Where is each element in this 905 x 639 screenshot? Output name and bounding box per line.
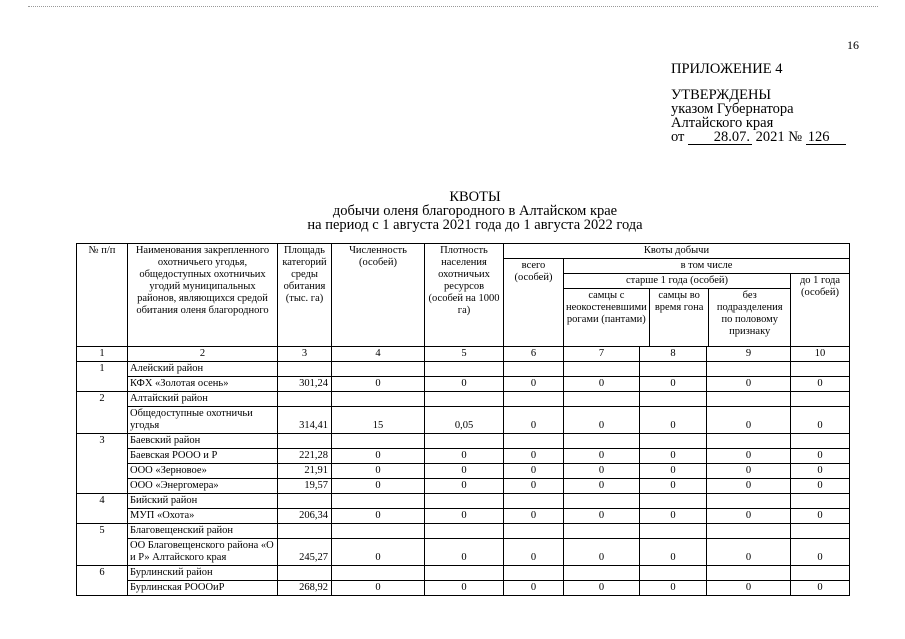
empty-cell [332,566,425,581]
quota-table [76,243,850,596]
empty-cell [791,524,850,539]
district-number: 6 [77,566,128,596]
total-cell: 0 [504,479,564,494]
empty-cell [564,392,640,407]
column-number-cell: 2 [128,347,278,362]
males-rut-cell: 0 [640,581,707,596]
males-antlers-cell: 0 [564,377,640,392]
header-males-rut: самцы во время гона [649,289,709,347]
header-older-group [564,274,791,347]
count-cell: 0 [332,464,425,479]
empty-cell [564,494,640,509]
males-antlers-cell: 0 [564,479,640,494]
district-number: 2 [77,392,128,434]
density-cell: 0 [425,581,504,596]
empty-cell [425,524,504,539]
total-cell: 0 [504,509,564,524]
approved-label: УТВЕРЖДЕНЫ [671,87,772,103]
decree-label: указом Губернатора [671,101,794,117]
district-row [77,362,850,377]
under1-cell: 0 [791,449,850,464]
count-cell: 0 [332,449,425,464]
no-sex-cell: 0 [707,479,791,494]
males-rut-cell: 0 [640,539,707,566]
under1-cell: 0 [791,464,850,479]
empty-cell [504,494,564,509]
area-cell: 206,34 [278,509,332,524]
ground-name: Баевская РООО и Р [128,449,278,464]
count-cell: 15 [332,407,425,434]
empty-cell [504,566,564,581]
header-males-antlers: самцы с неокостеневшими рогами (пантами) [564,289,649,347]
table-row [77,449,850,464]
density-cell: 0 [425,509,504,524]
density-cell: 0 [425,539,504,566]
empty-cell [791,494,850,509]
density-cell: 0 [425,449,504,464]
page-number: 16 [847,38,859,52]
district-name: Алейский район [128,362,278,377]
under1-cell: 0 [791,407,850,434]
table-row [77,377,850,392]
males-antlers-cell: 0 [564,449,640,464]
column-number-cell: 6 [504,347,564,362]
approval-block [671,62,846,145]
under1-cell: 0 [791,377,850,392]
empty-cell [425,392,504,407]
count-cell: 0 [332,479,425,494]
under1-cell: 0 [791,581,850,596]
empty-cell [278,524,332,539]
empty-cell [504,362,564,377]
header-total: всего (особей) [504,259,564,347]
district-number: 5 [77,524,128,566]
males-rut-cell: 0 [640,509,707,524]
column-number-cell: 7 [564,347,640,362]
empty-cell [791,362,850,377]
column-number-cell: 5 [425,347,504,362]
header-num: № п/п [77,244,128,347]
no-sex-cell: 0 [707,539,791,566]
empty-cell [707,392,791,407]
count-cell: 0 [332,377,425,392]
empty-cell [707,524,791,539]
total-cell: 0 [504,407,564,434]
under1-cell: 0 [791,479,850,494]
ground-name: Общедоступные охотничьи угодья [128,407,278,434]
district-number: 4 [77,494,128,524]
column-number-row [77,347,850,362]
males-antlers-cell: 0 [564,407,640,434]
table-row [77,464,850,479]
area-cell: 21,91 [278,464,332,479]
district-number: 3 [77,434,128,494]
empty-cell [504,524,564,539]
empty-cell [564,434,640,449]
count-cell: 0 [332,581,425,596]
district-row [77,494,850,509]
column-number-cell: 8 [640,347,707,362]
males-rut-cell: 0 [640,479,707,494]
density-cell: 0 [425,464,504,479]
area-cell: 221,28 [278,449,332,464]
empty-cell [504,434,564,449]
empty-cell [425,566,504,581]
total-cell: 0 [504,377,564,392]
table-row [77,407,850,434]
column-number-cell: 10 [791,347,850,362]
ground-name: Бурлинская РОООиР [128,581,278,596]
date-year: 2021 [755,129,785,145]
ground-name: ООО «Зерновое» [128,464,278,479]
district-number: 1 [77,362,128,392]
decree-date-line [671,130,846,145]
count-cell: 0 [332,539,425,566]
header-area: Площадь категорий среды обитания (тыс. га) [278,244,332,347]
males-antlers-cell: 0 [564,464,640,479]
empty-cell [332,392,425,407]
ground-name: МУП «Охота» [128,509,278,524]
empty-cell [707,566,791,581]
area-cell: 19,57 [278,479,332,494]
empty-cell [707,434,791,449]
empty-cell [425,434,504,449]
no-sex-cell: 0 [707,407,791,434]
empty-cell [791,434,850,449]
document-title [230,190,720,232]
empty-cell [564,566,640,581]
under1-cell: 0 [791,539,850,566]
empty-cell [640,566,707,581]
density-cell: 0 [425,377,504,392]
district-name: Бийский район [128,494,278,509]
ground-name: ОО Благовещенского района «О и Р» Алтайского края [128,539,278,566]
district-name: Благовещенский район [128,524,278,539]
empty-cell [425,362,504,377]
area-cell: 314,41 [278,407,332,434]
header-name: Наименования закрепленного охотничьего угодья, общедоступных охотничьих угодий муниципальных районов, являющихся средой обитания оленя благородного [128,244,278,347]
empty-cell [278,362,332,377]
density-cell: 0 [425,479,504,494]
density-cell: 0,05 [425,407,504,434]
empty-cell [640,524,707,539]
empty-cell [640,434,707,449]
title-line-3: на период с 1 августа 2021 года до 1 августа 2022 года [307,217,643,233]
header-count: Численность (особей) [332,244,425,347]
males-antlers-cell: 0 [564,509,640,524]
total-cell: 0 [504,539,564,566]
district-name: Алтайский район [128,392,278,407]
males-rut-cell: 0 [640,464,707,479]
area-cell: 268,92 [278,581,332,596]
empty-cell [278,434,332,449]
empty-cell [791,392,850,407]
header-no-sex: без подразделения по половому признаку [716,290,783,337]
under1-cell: 0 [791,509,850,524]
no-sex-cell: 0 [707,449,791,464]
district-row [77,392,850,407]
region-label: Алтайского края [671,115,774,131]
ground-name: ООО «Энергомера» [128,479,278,494]
ground-name: КФХ «Золотая осень» [128,377,278,392]
no-sex-cell: 0 [707,509,791,524]
empty-cell [332,434,425,449]
header-including: в том числе [564,259,850,274]
males-rut-cell: 0 [640,449,707,464]
district-row [77,566,850,581]
males-rut-cell: 0 [640,407,707,434]
table-row [77,539,850,566]
total-cell: 0 [504,581,564,596]
males-rut-cell: 0 [640,377,707,392]
empty-cell [707,494,791,509]
title-line-1: КВОТЫ [449,189,501,205]
appendix-label: ПРИЛОЖЕНИЕ 4 [671,61,783,77]
empty-cell [707,362,791,377]
total-cell: 0 [504,449,564,464]
empty-cell [640,362,707,377]
no-sex-cell: 0 [707,464,791,479]
district-name: Бурлинский район [128,566,278,581]
no-sex-cell: 0 [707,377,791,392]
decree-number: 126 [806,130,846,145]
area-cell: 245,27 [278,539,332,566]
empty-cell [332,362,425,377]
column-number-cell: 9 [707,347,791,362]
date-prefix: от [671,129,685,145]
empty-cell [640,494,707,509]
empty-cell [278,494,332,509]
header-under1: до 1 года (особей) [791,274,850,347]
district-name: Баевский район [128,434,278,449]
males-antlers-cell: 0 [564,539,640,566]
empty-cell [278,392,332,407]
total-cell: 0 [504,464,564,479]
table-row [77,509,850,524]
empty-cell [640,392,707,407]
column-number-cell: 3 [278,347,332,362]
males-antlers-cell: 0 [564,581,640,596]
empty-cell [504,392,564,407]
empty-cell [425,494,504,509]
header-density: Плотность населения охотничьих ресурсов (особей на 1000 га) [425,244,504,347]
column-number-cell: 1 [77,347,128,362]
no-sex-cell: 0 [707,581,791,596]
district-row [77,434,850,449]
count-cell: 0 [332,509,425,524]
empty-cell [564,524,640,539]
table-row [77,479,850,494]
empty-cell [278,566,332,581]
empty-cell [564,362,640,377]
column-number-cell: 4 [332,347,425,362]
header-older: старше 1 года (особей) [564,274,790,289]
date-day-month: 28.07. [688,130,752,145]
number-sign: № [788,129,803,145]
empty-cell [332,524,425,539]
district-row [77,524,850,539]
header-quotas: Квоты добычи [504,244,850,259]
table-row [77,581,850,596]
empty-cell [332,494,425,509]
title-line-2: добычи оленя благородного в Алтайском крае [332,203,618,219]
area-cell: 301,24 [278,377,332,392]
empty-cell [791,566,850,581]
top-border [28,6,878,7]
